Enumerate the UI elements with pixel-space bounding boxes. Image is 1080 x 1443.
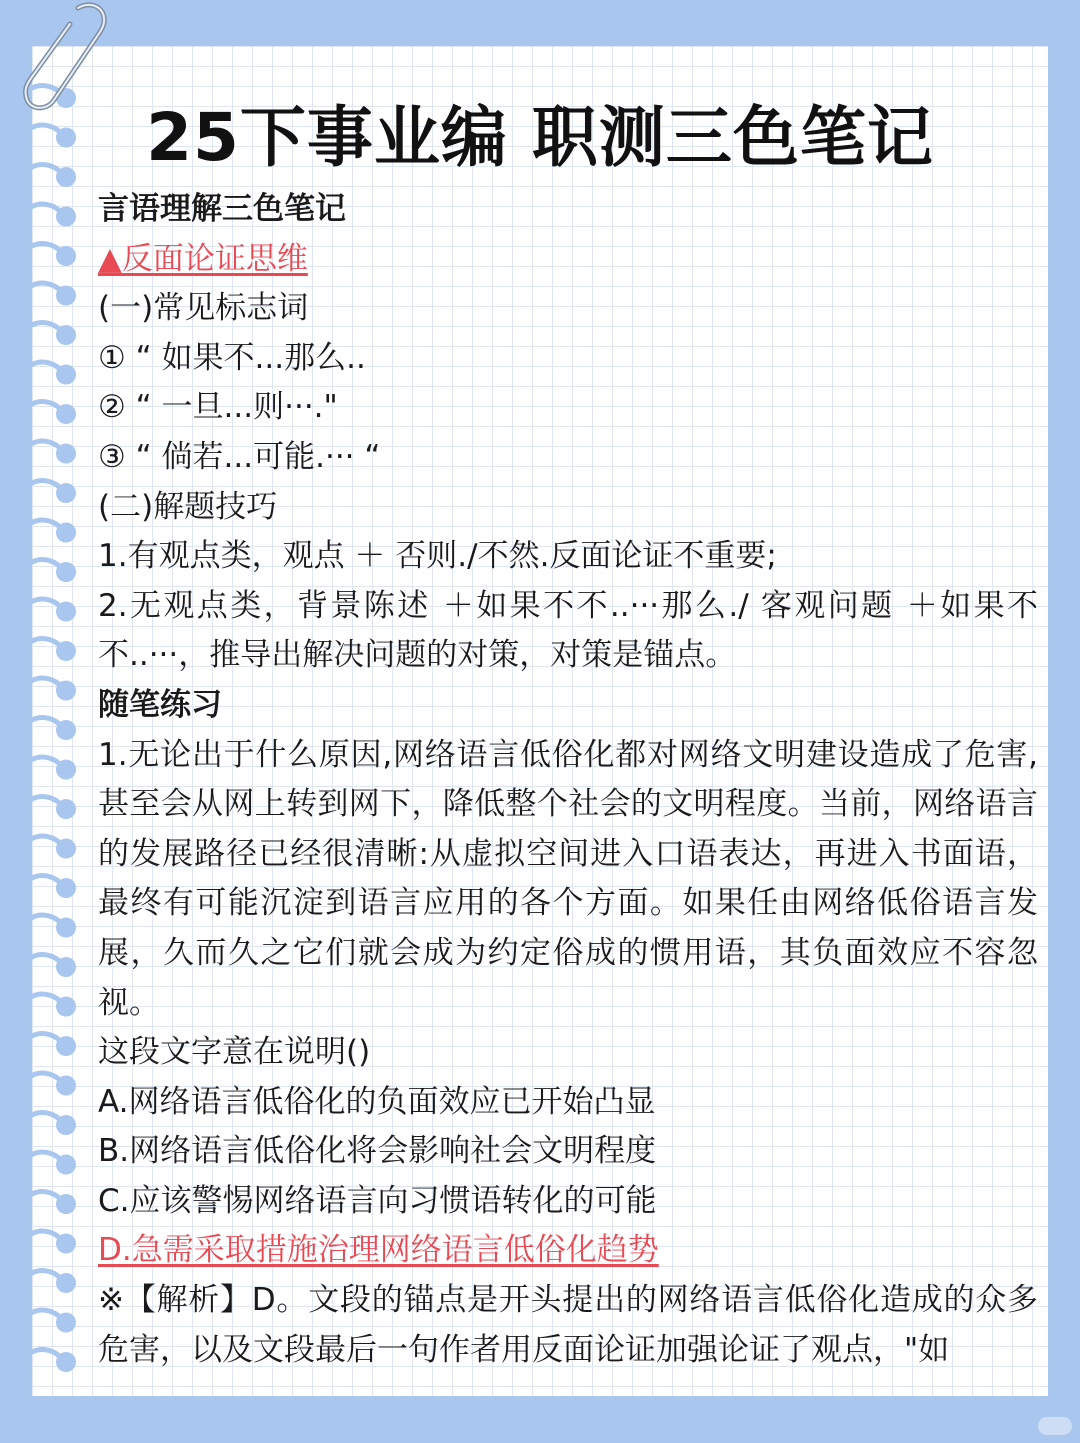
note-content [98, 185, 1038, 1375]
subheading-markers: (一)常见标志词 [98, 290, 309, 327]
answer-option: A.网络语言低俗化的负面效应已开始凸显 [98, 1083, 656, 1120]
section-heading: 言语理解三色笔记 [98, 191, 346, 227]
page-title: 25下事业编 职测三色笔记 [146, 99, 934, 176]
question-stem: 这段文字意在说明() [98, 1034, 371, 1071]
tip-item: 2.无观点类，背景陈述 ＋如果不不..···那么./ 客观问题 ＋如果不不..···，推导出解决问题的对策，对策是锚点。 [98, 587, 1038, 674]
analysis-text: ※【解析】D。文段的锚点是开头提出的网络语言低俗化造成的众多危害，以及文段最后一句作者用反面论证加强论证了观点，"如 [98, 1282, 1038, 1368]
marker-item: ① “ 如果不...那么.. [98, 339, 366, 376]
correct-answer-option: D.急需采取措施治理网络语言低俗化趋势 [98, 1232, 659, 1269]
tip-item: 1.有观点类，观点 ＋ 否则./不然.反面论证不重要; [98, 538, 777, 575]
answer-option: B.网络语言低俗化将会影响社会文明程度 [98, 1133, 657, 1170]
marker-item: ③ “ 倘若...可能.··· “ [98, 438, 381, 475]
answer-option: C.应该警惕网络语言向习惯语转化的可能 [98, 1182, 657, 1219]
highlight-topic: ▲反面论证思维 [98, 240, 308, 277]
practice-heading: 随笔练习 [98, 686, 222, 723]
marker-item: ② “ 一旦...则···." [98, 389, 338, 426]
question-passage: 1.无论出于什么原因,网络语言低俗化都对网络文明建设造成了危害,甚至会从网上转到网下，降低整个社会的文明程度。当前，网络语言的发展路径已经很清晰:从虚拟空间进入口语表达，再进入书面语，最终有可能沉淀到语言应用的各个方面。如果任由网络低俗语言发展，久而久之它们就会成为约定俗成的惯用语，其负面效应不容忽视。 [98, 736, 1038, 1021]
subheading-tips: (二)解题技巧 [98, 488, 278, 525]
watermark-badge [1038, 1417, 1072, 1435]
